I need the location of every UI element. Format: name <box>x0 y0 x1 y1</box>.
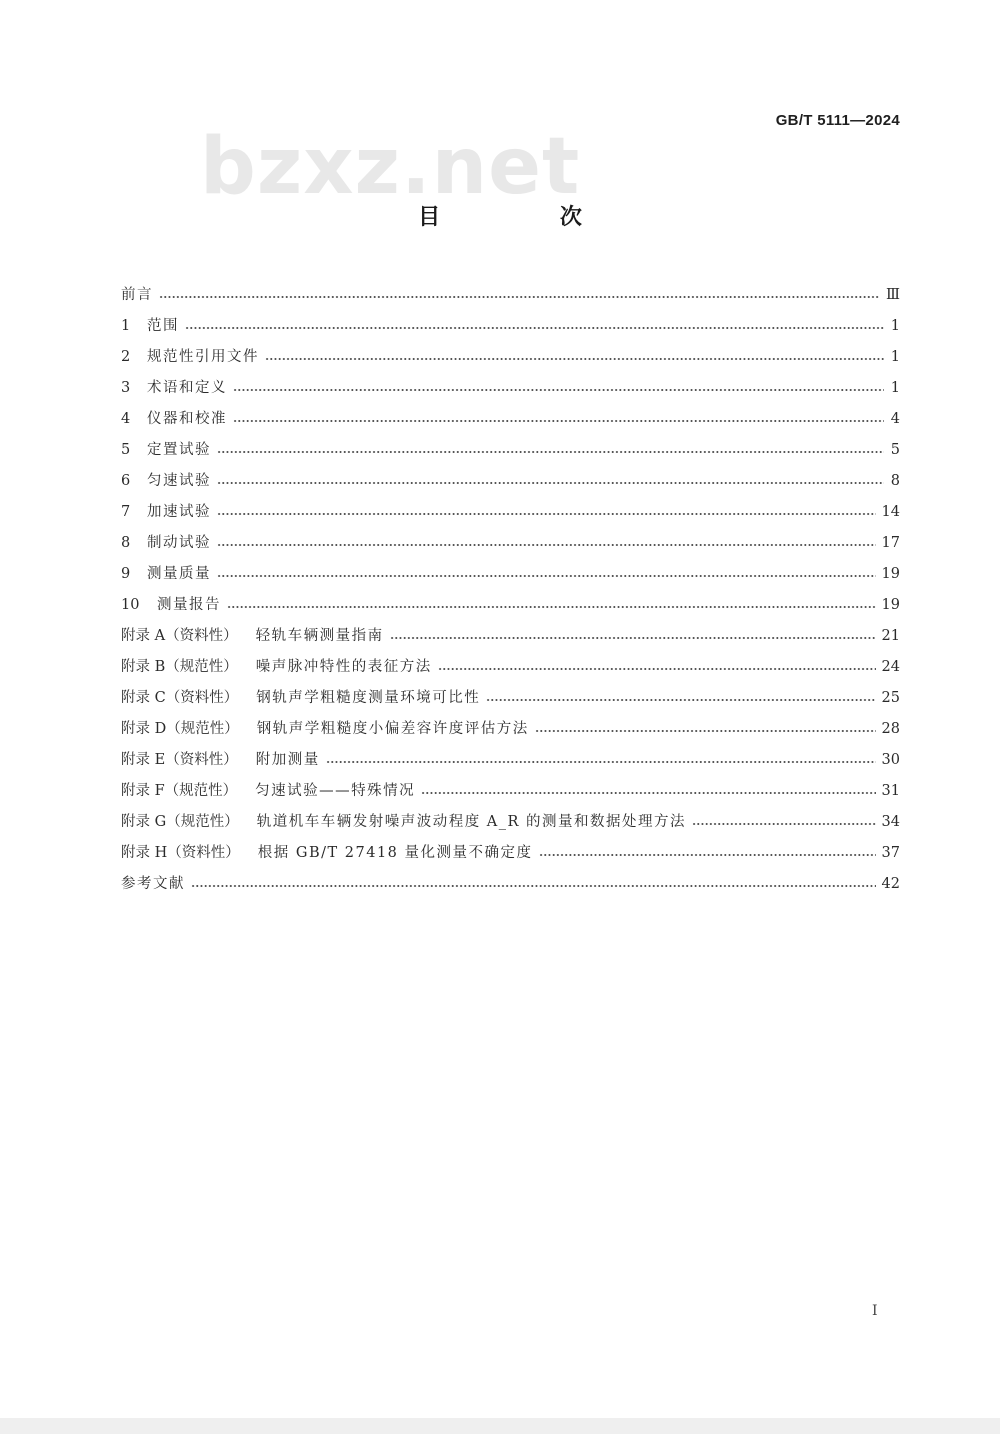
toc-entry-number: 4 <box>121 411 131 427</box>
toc-entry-title: 制动试验 <box>147 535 211 551</box>
toc-entry-page: 30 <box>881 752 900 768</box>
toc-entry-title: 钢轨声学粗糙度小偏差容许度评估方法 <box>256 721 529 737</box>
dot-leader <box>233 389 884 391</box>
toc-entry-page: 28 <box>881 721 900 737</box>
toc-entry-label <box>121 528 211 559</box>
toc-entry-title: 仪器和校准 <box>147 411 227 427</box>
toc-entry-title: 匀速试验 <box>147 473 211 489</box>
toc-entry-label <box>121 714 529 745</box>
toc-entry-title: 噪声脉冲特性的表征方法 <box>255 659 432 675</box>
dot-leader <box>217 544 876 546</box>
toc-entry-page: 1 <box>890 380 900 396</box>
toc-entry-number: 附录 F（规范性） <box>121 783 238 799</box>
toc-entry-page: Ⅲ <box>886 287 900 303</box>
toc-entry[interactable] <box>121 559 900 590</box>
toc-entry-title: 根据 GB/T 27418 量化测量不确定度 <box>257 845 533 861</box>
toc-entry-page: 1 <box>890 318 900 334</box>
toc-entry-number: 5 <box>121 442 131 458</box>
toc-entry-title: 测量报告 <box>157 597 221 613</box>
toc-entry-label <box>121 838 533 869</box>
toc-entry-page: 25 <box>881 690 900 706</box>
watermark: bzxz.net <box>200 122 581 212</box>
toc-entry-label <box>121 342 259 373</box>
dot-leader <box>227 606 876 608</box>
toc-entry-number: 附录 D（规范性） <box>121 721 239 737</box>
dot-leader <box>535 730 876 732</box>
toc-entry-label <box>121 373 227 404</box>
viewer-bottom-bar <box>0 1418 1000 1434</box>
toc-entry-page: 5 <box>890 442 900 458</box>
toc-entry[interactable] <box>121 528 900 559</box>
toc-entry-title: 参考文献 <box>121 876 185 892</box>
toc-entry[interactable] <box>121 869 900 900</box>
toc-entry-label <box>121 683 480 714</box>
toc-entry-number: 10 <box>121 597 140 613</box>
toc-title: 目 次 <box>418 205 638 230</box>
toc-entry-label <box>121 466 211 497</box>
toc-entry-label <box>121 559 211 590</box>
toc-entry-title: 附加测量 <box>255 752 320 768</box>
page-number: I <box>872 1303 878 1319</box>
toc-entry-title: 轻轨车辆测量指南 <box>255 628 384 644</box>
toc-entry-page: 1 <box>890 349 900 365</box>
dot-leader <box>233 420 884 422</box>
toc-entry[interactable] <box>121 838 900 869</box>
toc-entry[interactable] <box>121 404 900 435</box>
dot-leader <box>217 513 876 515</box>
toc-entry-page: 19 <box>881 566 900 582</box>
toc-entry[interactable] <box>121 311 900 342</box>
toc-entry-title: 规范性引用文件 <box>147 349 259 365</box>
dot-leader <box>692 823 875 825</box>
toc-entry-page: 42 <box>881 876 900 892</box>
toc-entry[interactable] <box>121 280 900 311</box>
toc-entry[interactable] <box>121 714 900 745</box>
toc-entry-number: 2 <box>121 349 131 365</box>
toc-entry[interactable] <box>121 590 900 621</box>
toc-entry-number: 附录 H（资料性） <box>121 845 240 861</box>
dot-leader <box>326 761 876 763</box>
toc-entry-page: 17 <box>881 535 900 551</box>
dot-leader <box>185 327 884 329</box>
toc-entry[interactable] <box>121 776 900 807</box>
toc-entry-title: 前言 <box>121 287 153 303</box>
toc-entry[interactable] <box>121 683 900 714</box>
toc-entry-label <box>121 869 185 900</box>
dot-leader <box>191 885 876 887</box>
dot-leader <box>438 668 876 670</box>
toc-entry-number: 9 <box>121 566 131 582</box>
toc-entry-number: 7 <box>121 504 131 520</box>
toc-entry-label <box>121 621 384 652</box>
toc-entry[interactable] <box>121 807 900 838</box>
dot-leader <box>421 792 875 794</box>
dot-leader <box>159 296 880 298</box>
toc-entry-page: 19 <box>881 597 900 613</box>
toc-entry-title: 钢轨声学粗糙度测量环境可比性 <box>256 690 481 706</box>
toc-entry-label <box>121 590 221 621</box>
toc-entry-label <box>121 776 415 807</box>
toc-entry-number: 附录 E（资料性） <box>121 752 238 768</box>
toc-entry-label <box>121 404 227 435</box>
toc-entry[interactable] <box>121 745 900 776</box>
toc-entry-page: 21 <box>881 628 900 644</box>
toc-entry[interactable] <box>121 497 900 528</box>
toc-entry-label <box>121 807 686 838</box>
toc-entry-title: 测量质量 <box>147 566 211 582</box>
toc-entry-title: 定置试验 <box>147 442 211 458</box>
dot-leader <box>486 699 875 701</box>
toc-entry-number: 8 <box>121 535 131 551</box>
toc-entry-number: 3 <box>121 380 131 396</box>
toc-entry-number: 附录 A（资料性） <box>121 628 238 644</box>
toc-entry-title: 范围 <box>147 318 179 334</box>
toc-entry-label <box>121 745 320 776</box>
toc-entry-page: 4 <box>890 411 900 427</box>
toc-entry-number: 附录 B（规范性） <box>121 659 238 675</box>
toc-entry-number: 1 <box>121 318 131 334</box>
toc-entry-page: 34 <box>881 814 900 830</box>
toc-entry-title: 轨道机车车辆发射噪声波动程度 A_R 的测量和数据处理方法 <box>256 814 687 830</box>
toc-entry[interactable] <box>121 621 900 652</box>
toc-entry-page: 8 <box>890 473 900 489</box>
dot-leader <box>217 575 876 577</box>
table-of-contents <box>121 280 900 900</box>
dot-leader <box>539 854 876 856</box>
dot-leader <box>217 451 884 453</box>
toc-entry-title: 加速试验 <box>147 504 211 520</box>
toc-entry[interactable] <box>121 652 900 683</box>
toc-entry-page: 31 <box>881 783 900 799</box>
toc-entry-label <box>121 652 432 683</box>
toc-entry-label <box>121 280 153 311</box>
toc-entry-page: 37 <box>881 845 900 861</box>
dot-leader <box>217 482 884 484</box>
toc-entry[interactable] <box>121 373 900 404</box>
toc-entry-number: 附录 G（规范性） <box>121 814 239 830</box>
toc-entry-number: 6 <box>121 473 131 489</box>
toc-entry-page: 24 <box>881 659 900 675</box>
toc-entry-number: 附录 C（资料性） <box>121 690 239 706</box>
toc-entry-label <box>121 435 211 466</box>
toc-entry-label <box>121 497 211 528</box>
toc-entry-page: 14 <box>881 504 900 520</box>
toc-entry-label <box>121 311 179 342</box>
toc-entry[interactable] <box>121 342 900 373</box>
toc-entry-title: 术语和定义 <box>147 380 227 396</box>
dot-leader <box>265 358 884 360</box>
document-code: GB/T 5111—2024 <box>775 112 900 129</box>
toc-entry[interactable] <box>121 466 900 497</box>
toc-entry-title: 匀速试验——特殊情况 <box>255 783 416 799</box>
dot-leader <box>390 637 876 639</box>
toc-entry[interactable] <box>121 435 900 466</box>
